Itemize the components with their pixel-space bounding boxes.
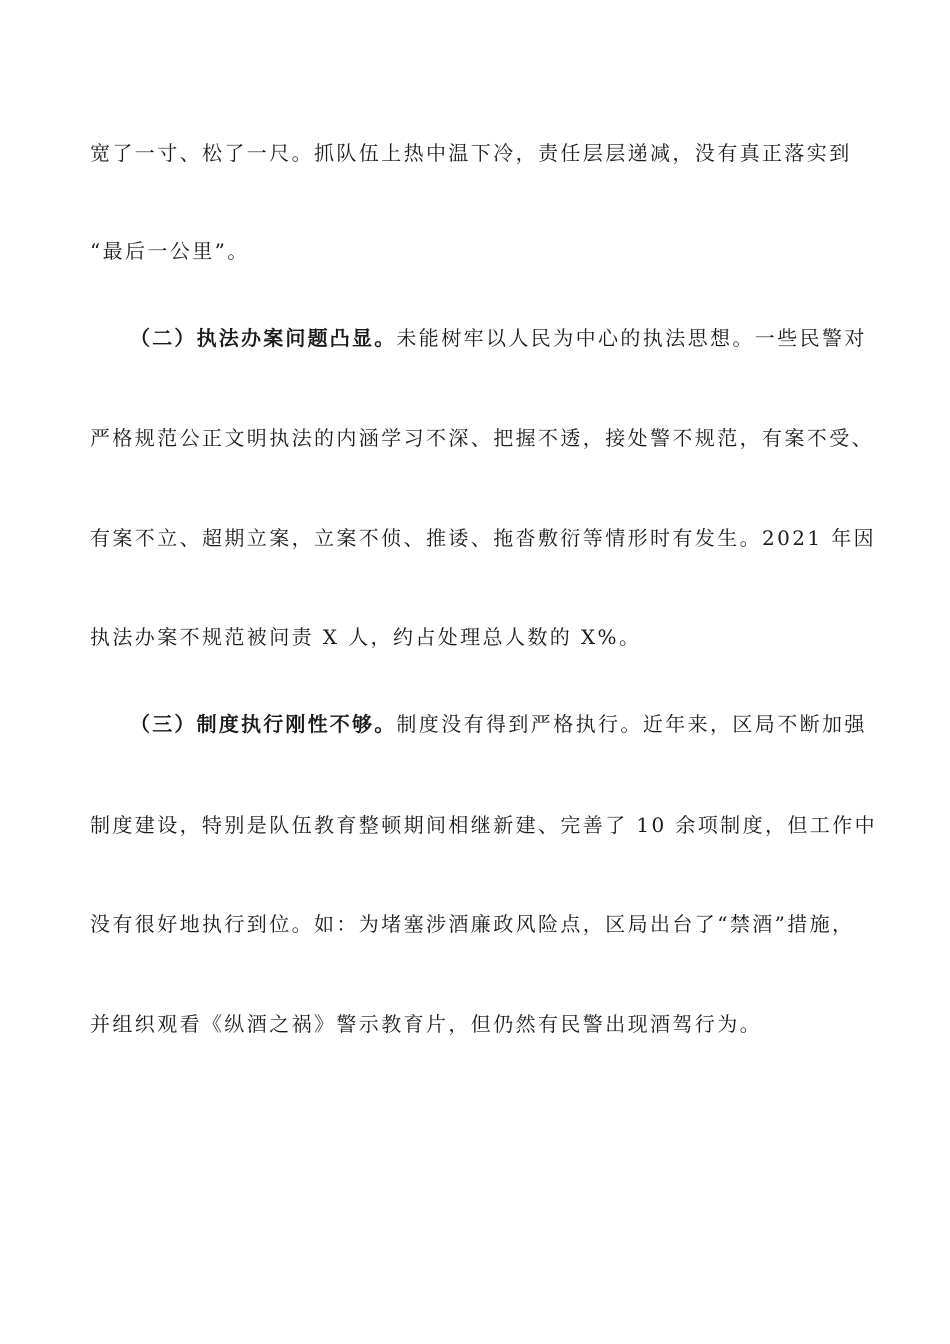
section-three-first-line bbox=[130, 711, 890, 737]
paragraph-line: 并组织观看《纵酒之祸》警示教育片，但仍然有民警出现酒驾行为。 bbox=[90, 1012, 762, 1036]
paragraph-line: 宽了一寸、松了一尺。抓队伍上热中温下冷，责任层层递减，没有真正落实到 bbox=[90, 141, 852, 165]
paragraph-line: 没有很好地执行到位。如：为堵塞涉酒廉政风险点，区局出台了“禁酒”措施， bbox=[90, 912, 855, 936]
paragraph-line: 执法办案不规范被问责 X 人，约占处理总人数的 X%。 bbox=[90, 625, 642, 649]
section-two-heading: （二）执法办案问题凸显。 bbox=[130, 326, 397, 350]
paragraph-line: 制度建设，特别是队伍教育整顿期间相继新建、完善了 10 余项制度，但工作中 bbox=[90, 813, 877, 837]
section-two-text: 未能树牢以人民为中心的执法思想。一些民警对 bbox=[396, 326, 867, 350]
paragraph-line: “最后一公里”。 bbox=[90, 239, 250, 263]
section-three-heading: （三）制度执行刚性不够。 bbox=[130, 712, 397, 736]
section-two-first-line bbox=[130, 325, 890, 351]
paragraph-line: 严格规范公正文明执法的内涵学习不深、把握不透，接处警不规范，有案不受、 bbox=[90, 426, 874, 450]
section-three-text: 制度没有得到严格执行。近年来，区局不断加强 bbox=[396, 712, 867, 736]
paragraph-line: 有案不立、超期立案，立案不侦、推诿、拖沓敷衍等情形时有发生。2021 年因 bbox=[90, 526, 877, 550]
